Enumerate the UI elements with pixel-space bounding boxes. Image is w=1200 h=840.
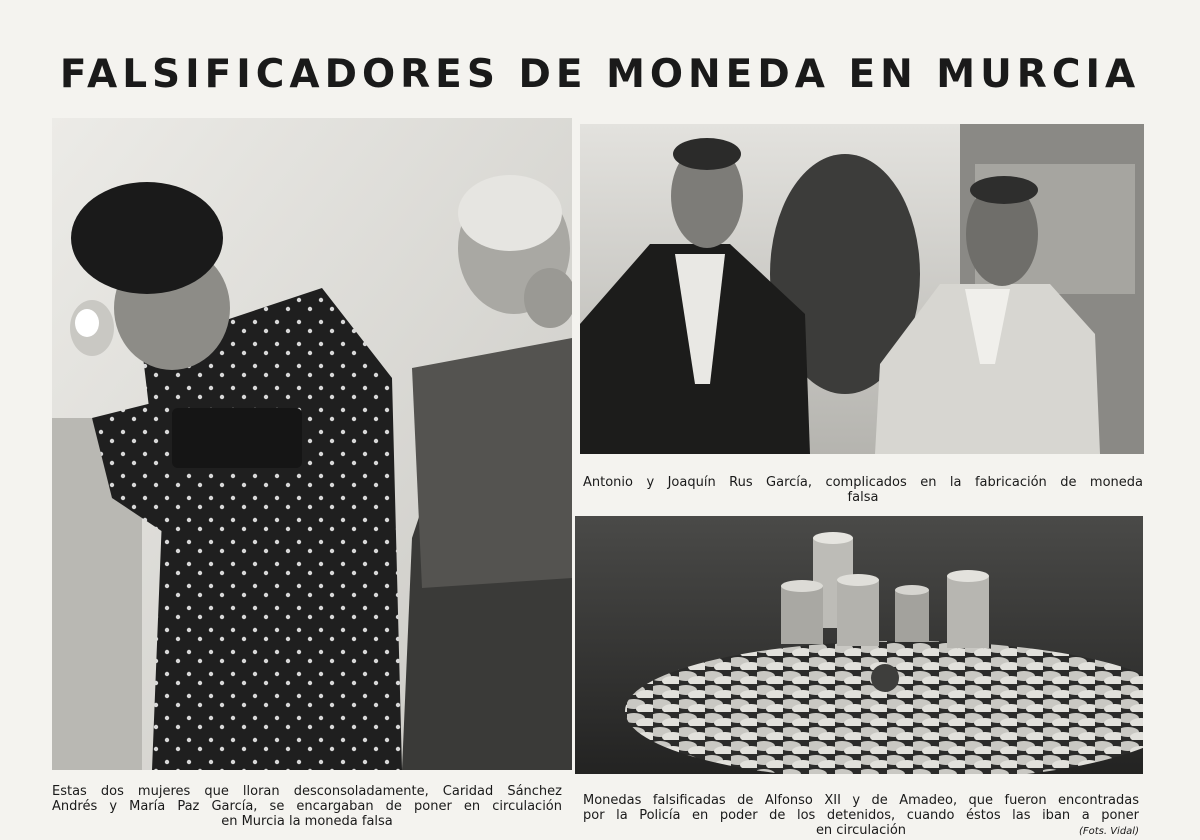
- photo-two-women: [52, 118, 572, 770]
- photo-credit: (Fots. Vidal): [1078, 826, 1139, 837]
- photo-two-men: [580, 124, 1144, 454]
- caption-line: Antonio y Joaquín Rus García, complicados en la fabricación de moneda: [583, 475, 1143, 490]
- caption-line: en circulación: [815, 823, 907, 838]
- caption-line: Estas dos mujeres que lloran desconsoladamente, Caridad Sánchez: [52, 784, 562, 799]
- caption-line: en Murcia la moneda falsa: [221, 814, 393, 829]
- caption-line: por la Policía en poder de los detenidos, cuando éstos las iban a poner: [583, 808, 1139, 823]
- caption-last-line: [583, 823, 1139, 838]
- caption-line: Monedas falsificadas de Alfonso XII y de Amadeo, que fueron encontradas: [583, 793, 1139, 808]
- caption-line: Andrés y María Paz García, se encargaban de poner en circulación: [52, 799, 562, 814]
- caption-coins: [583, 793, 1139, 838]
- page-headline: FALSIFICADORES DE MONEDA EN MURCIA: [59, 52, 1141, 98]
- photo-counterfeit-coins: [575, 516, 1143, 774]
- caption-two-men: [583, 475, 1143, 505]
- caption-line: falsa: [847, 490, 879, 505]
- caption-two-women: [52, 784, 562, 829]
